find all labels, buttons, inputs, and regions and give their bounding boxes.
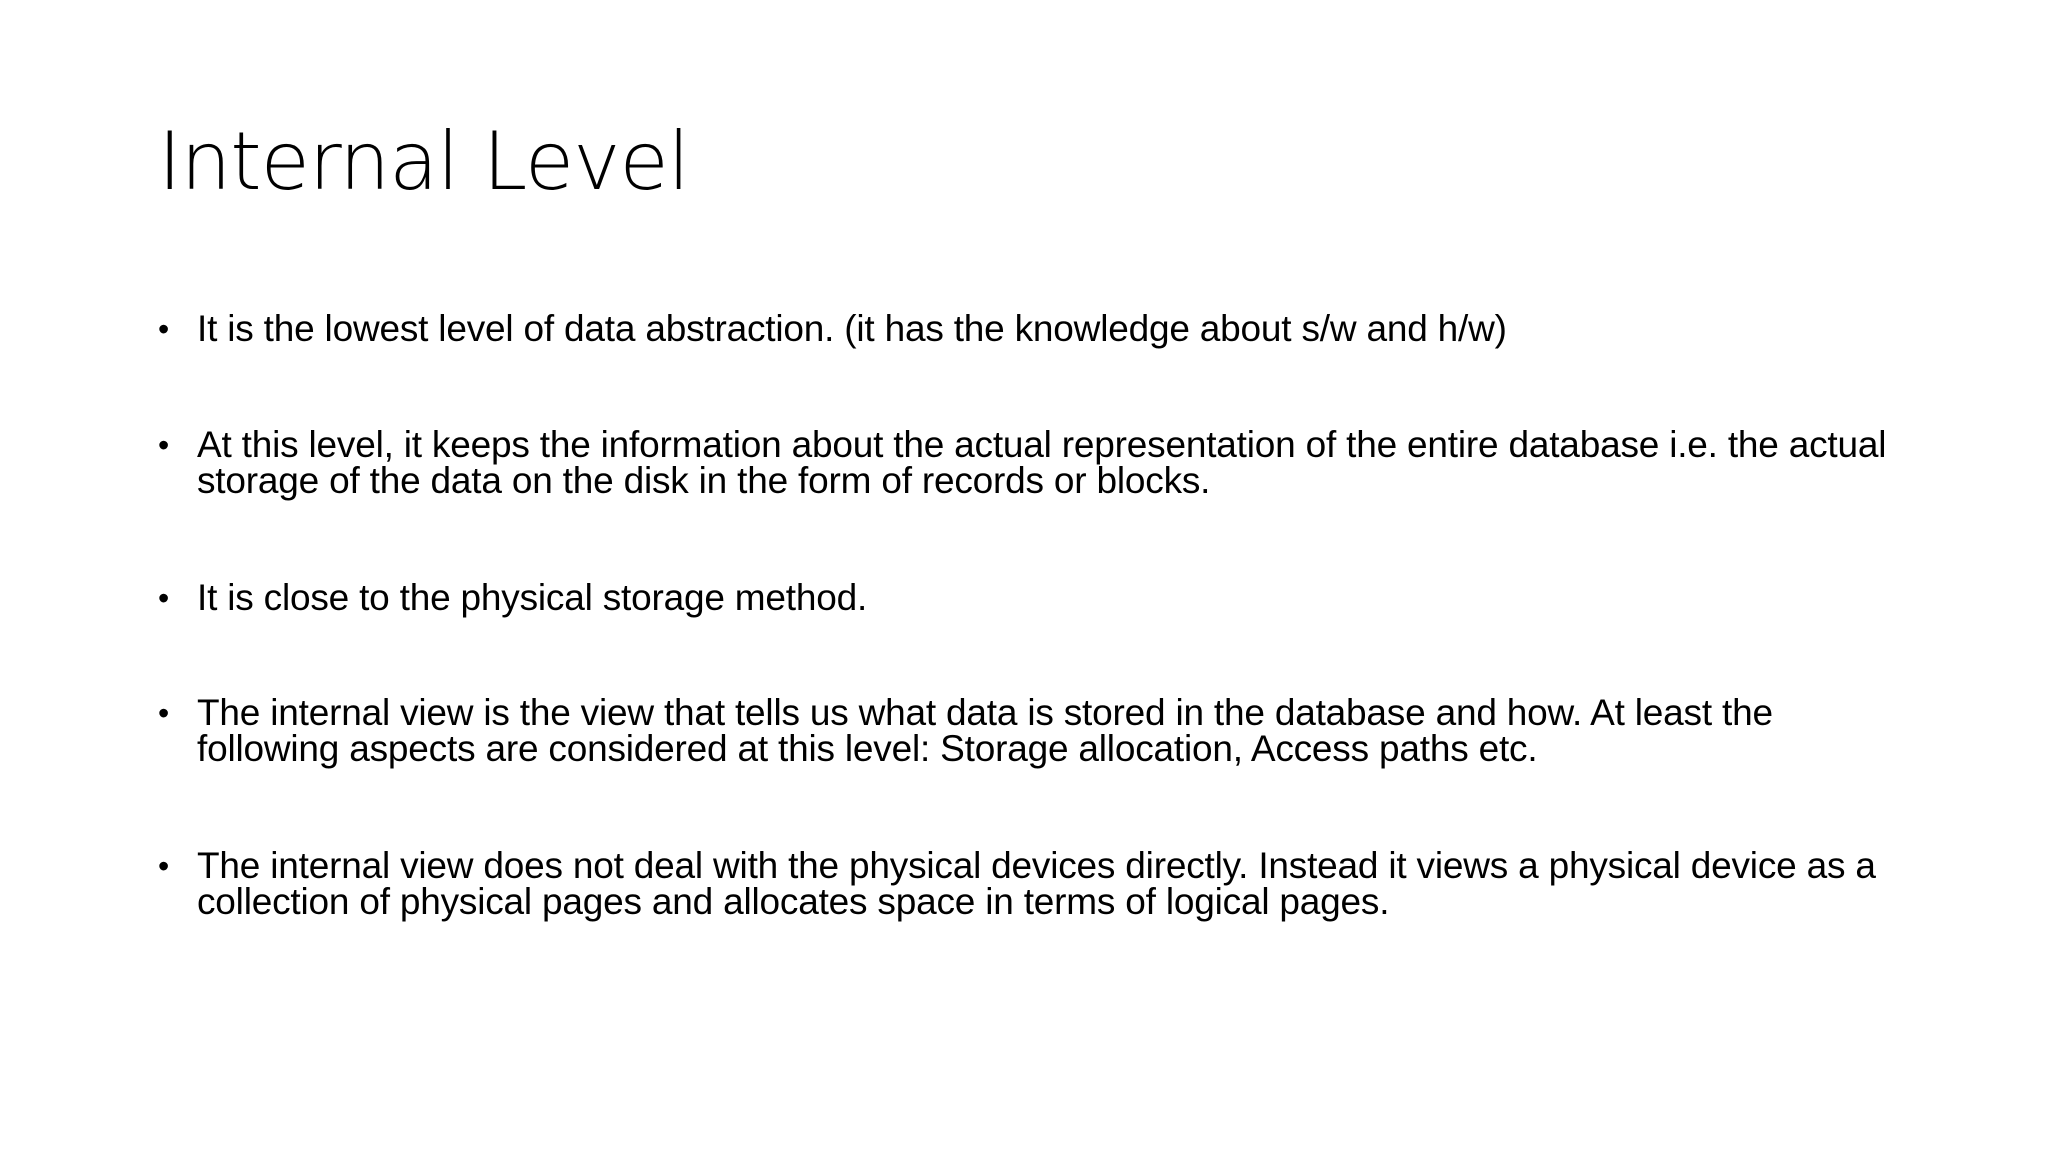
list-item xyxy=(158,424,1918,501)
bullet-text: The internal view does not deal with the physical devices directly. Instead it views a physical device as a collection of physical pages and allocates space in terms of logical pages. xyxy=(197,845,1876,922)
list-item xyxy=(158,692,1918,769)
bullet-icon: • xyxy=(158,848,170,884)
bullet-icon: • xyxy=(158,427,170,463)
bullet-text: It is the lowest level of data abstraction. (it has the knowledge about s/w and h/w) xyxy=(197,308,1507,349)
list-item xyxy=(158,845,1918,922)
bullet-text: The internal view is the view that tells us what data is stored in the database and how. At least the following aspects are considered at this level: Storage allocation, Access paths etc. xyxy=(197,692,1773,769)
bullet-text: It is close to the physical storage method. xyxy=(197,577,868,618)
slide-title: Internal Level xyxy=(158,115,689,208)
bullet-icon: • xyxy=(158,695,170,731)
list-item xyxy=(158,308,1918,349)
list-item xyxy=(158,577,1918,618)
bullet-icon: • xyxy=(158,311,170,347)
bullet-text: At this level, it keeps the information about the actual representation of the entire database i.e. the actual storage of the data on the disk in the form of records or blocks. xyxy=(197,424,1887,501)
bullet-icon: • xyxy=(158,580,170,616)
